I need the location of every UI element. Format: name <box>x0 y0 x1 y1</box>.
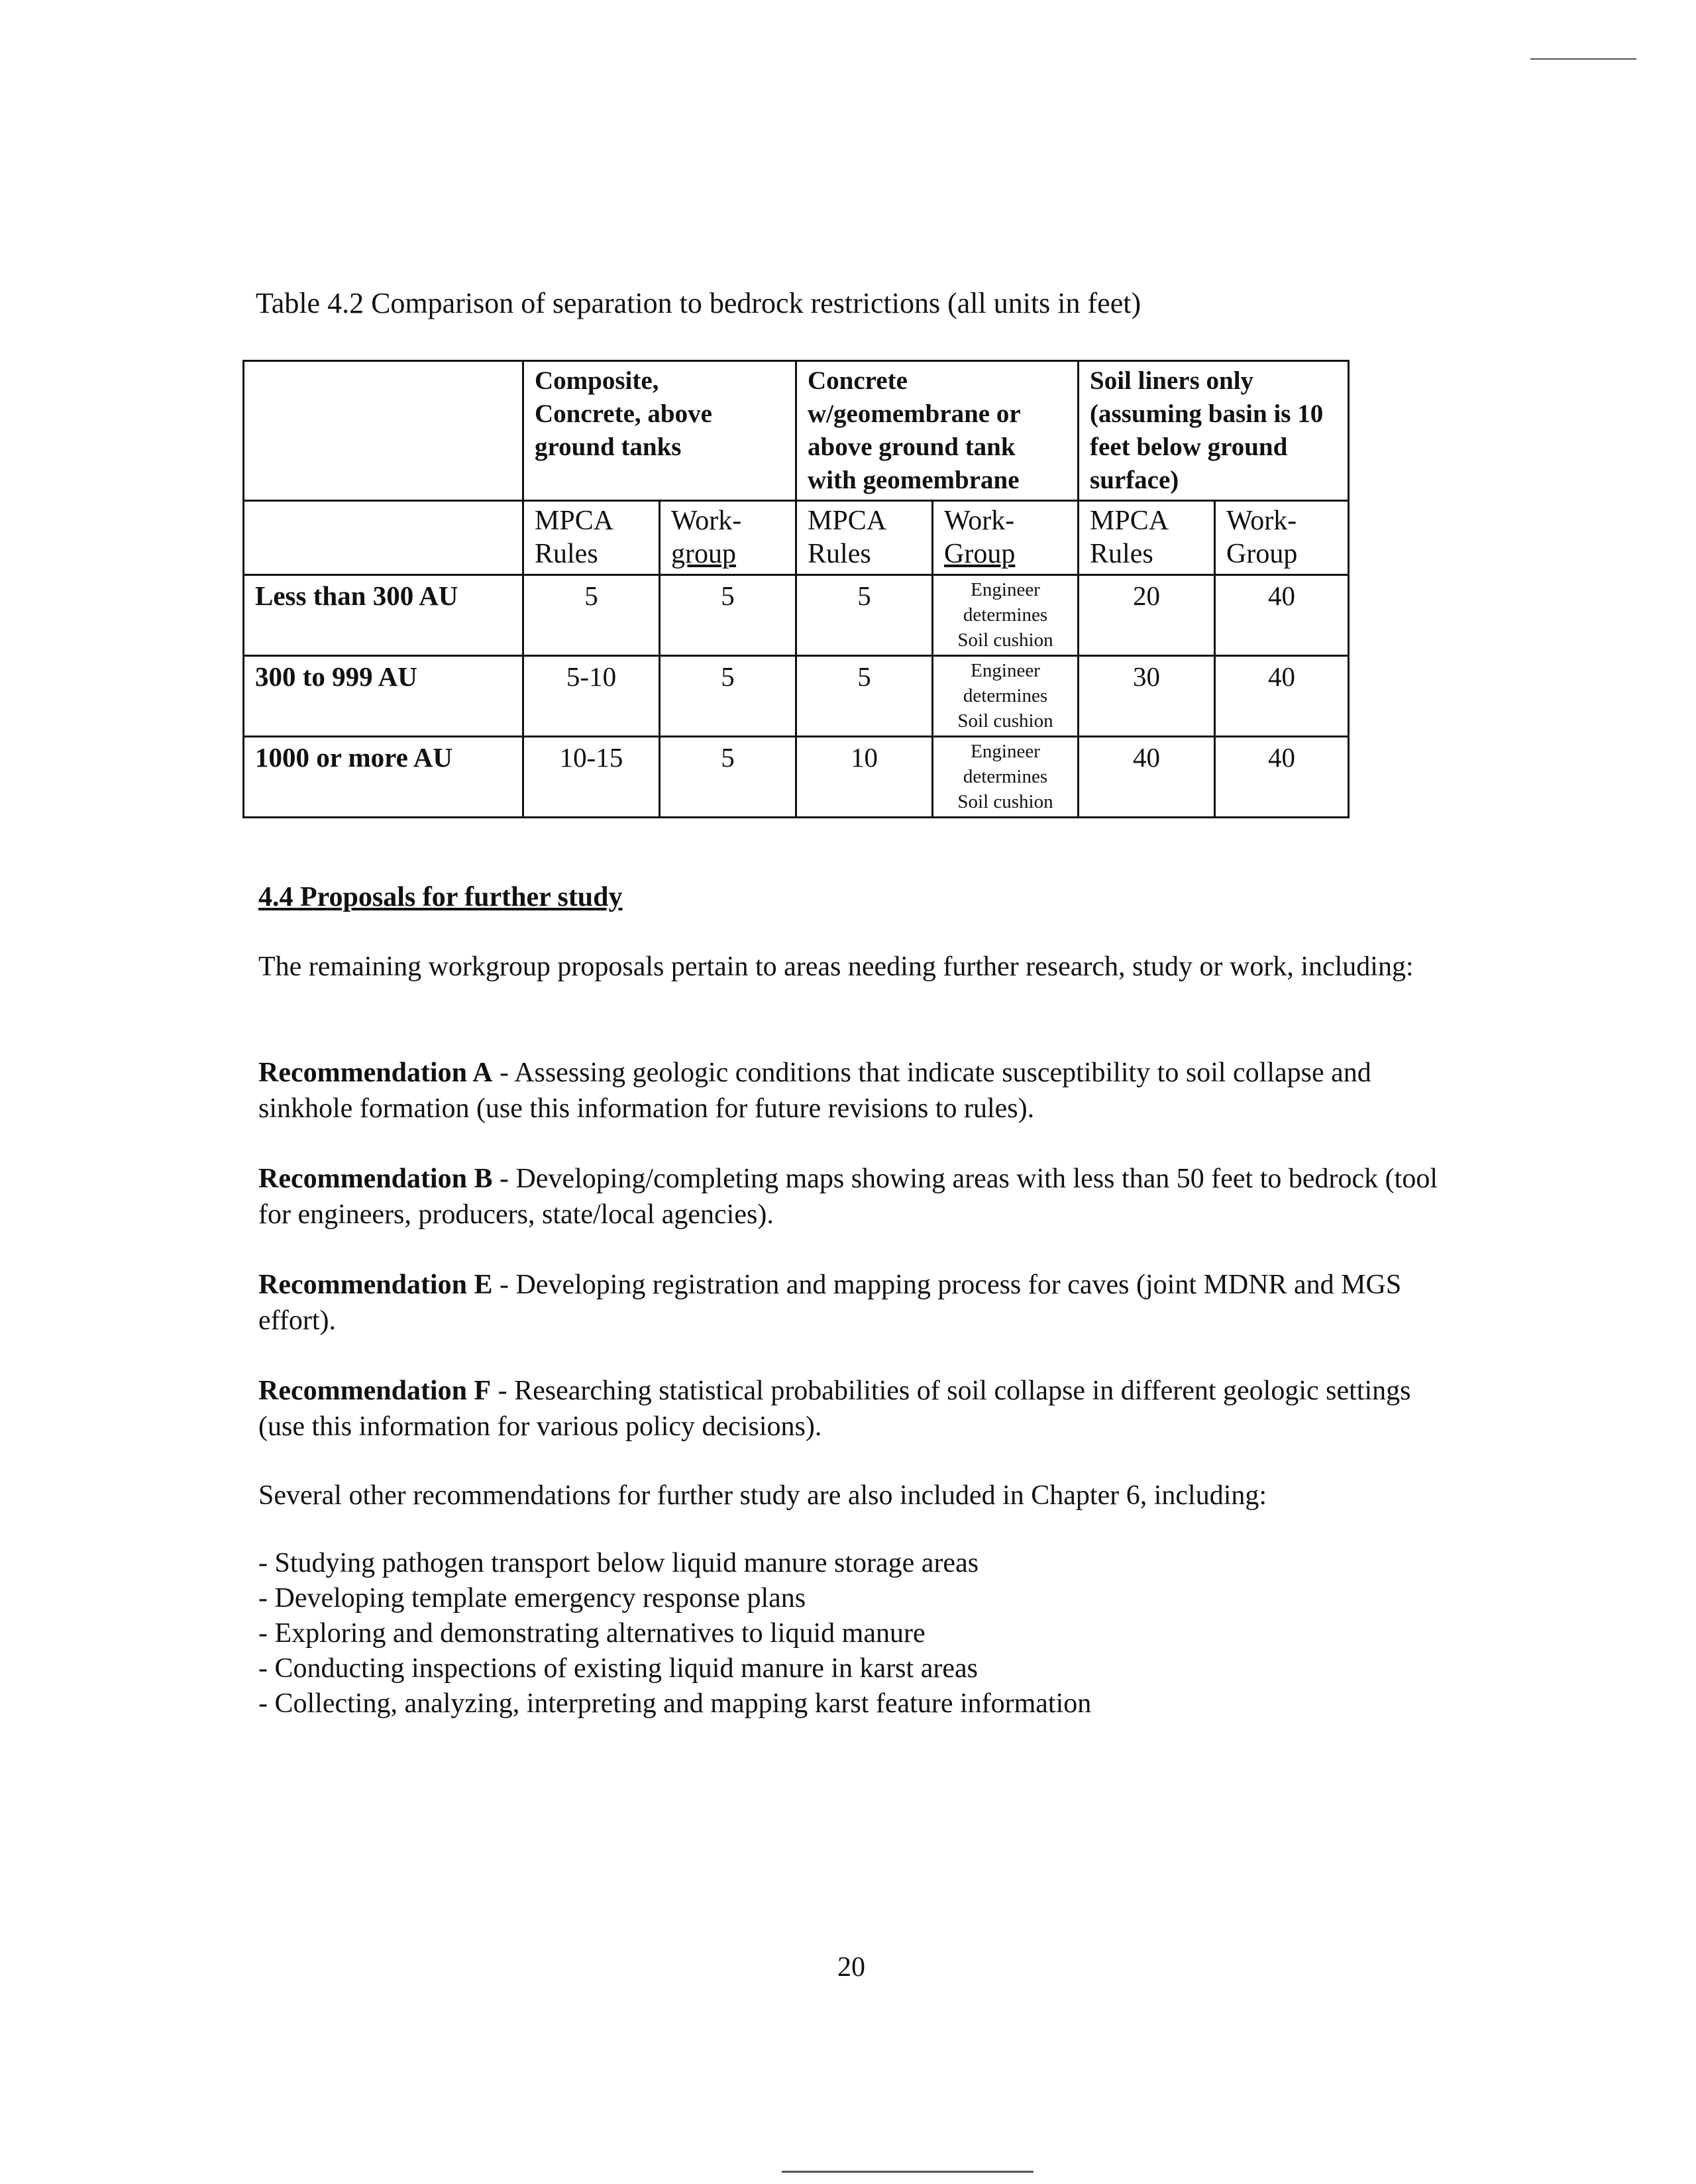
subheader-line: Rules <box>808 539 871 569</box>
list-item: - Developing template emergency response plans <box>258 1583 806 1613</box>
recommendation-label: Recommendation B <box>258 1164 493 1194</box>
cell-note-line: Engineer <box>971 660 1040 681</box>
cell-value: 5-10 <box>523 656 660 737</box>
table-caption: Table 4.2 Comparison of separation to bedrock restrictions (all units in feet) <box>256 287 1141 319</box>
recommendation-text: - Researching statistical probabilities of soil collapse in different geologic settings (use this information for various policy decisions). <box>258 1376 1411 1442</box>
recommendation-label: Recommendation F <box>258 1376 492 1406</box>
group-header-line: with geomembrane <box>808 466 1020 494</box>
subheader-workgroup <box>1215 501 1349 575</box>
subheader-line: Work- <box>671 506 742 536</box>
cell-value: 5 <box>796 656 933 737</box>
group-header-soil-liners <box>1079 361 1349 501</box>
subheader-line: Work- <box>1226 506 1297 536</box>
cell-value: 40 <box>1215 575 1349 656</box>
group-header-line: Composite, <box>535 366 659 395</box>
subheader-line: Work- <box>944 506 1015 536</box>
cell-note-line: Engineer <box>971 741 1040 762</box>
cell-value: 5 <box>660 737 796 818</box>
table-subheader-row <box>244 501 1349 575</box>
cell-engineer-note <box>933 575 1079 656</box>
cell-value: 40 <box>1215 737 1349 818</box>
table-group-header-row <box>244 361 1349 501</box>
cell-value: 20 <box>1079 575 1215 656</box>
scan-mark-bottom <box>782 2171 1034 2173</box>
list-item: - Exploring and demonstrating alternatives to liquid manure <box>258 1618 926 1649</box>
group-header-line: Soil liners only <box>1090 366 1254 395</box>
subheader-line: group <box>671 539 736 569</box>
recommendation-b <box>258 1161 1438 1232</box>
group-header-line: w/geomembrane or <box>808 400 1021 428</box>
cell-note-line: Soil cushion <box>957 710 1053 732</box>
subheader-mpca-rules <box>796 501 933 575</box>
group-header-line: Concrete <box>808 366 908 395</box>
subheader-line: MPCA <box>1090 506 1169 536</box>
cell-value: 10 <box>796 737 933 818</box>
list-item: - Conducting inspections of existing liquid manure in karst areas <box>258 1653 978 1684</box>
list-item: - Studying pathogen transport below liquid manure storage areas <box>258 1548 979 1578</box>
group-header-line: Concrete, above <box>535 400 712 428</box>
subheader-line: Group <box>1226 539 1298 569</box>
recommendation-text: - Developing registration and mapping process for caves (joint MDNR and MGS effort). <box>258 1270 1402 1336</box>
recommendation-text: - Assessing geologic conditions that indicate susceptibility to soil collapse and sinkhole formation (use this information for future revisions to rules). <box>258 1058 1371 1124</box>
recommendation-a <box>258 1055 1438 1126</box>
cell-note-line: determines <box>963 766 1048 787</box>
group-header-line: above ground tank <box>808 433 1016 461</box>
cell-note-line: determines <box>963 604 1048 626</box>
row-label: Less than 300 AU <box>244 575 523 656</box>
cell-value: 40 <box>1215 656 1349 737</box>
cell-note-line: determines <box>963 685 1048 706</box>
cell-note-line: Soil cushion <box>957 629 1053 651</box>
group-header-line: surface) <box>1090 466 1179 494</box>
group-header-line: ground tanks <box>535 433 682 461</box>
row-label: 1000 or more AU <box>244 737 523 818</box>
cell-value: 5 <box>796 575 933 656</box>
subheader-line: Group <box>944 539 1016 569</box>
cell-value: 40 <box>1079 737 1215 818</box>
recommendation-label: Recommendation A <box>258 1058 493 1088</box>
subheader-line: MPCA <box>535 506 614 536</box>
table-row <box>244 575 1349 656</box>
table-row <box>244 737 1349 818</box>
subheader-mpca-rules <box>1079 501 1215 575</box>
group-header-concrete-geomembrane <box>796 361 1079 501</box>
cell-value: 5 <box>660 575 796 656</box>
cell-engineer-note <box>933 656 1079 737</box>
recommendation-e <box>258 1267 1438 1338</box>
subheader-line: MPCA <box>808 506 887 536</box>
subheader-line: Rules <box>1090 539 1153 569</box>
group-header-line: feet below ground <box>1090 433 1288 461</box>
recommendation-f <box>258 1373 1438 1445</box>
table-subheader-blank <box>244 501 523 575</box>
cell-note-line: Engineer <box>971 579 1040 600</box>
scan-mark-top-right <box>1530 58 1636 60</box>
further-study-list <box>258 1546 1091 1721</box>
list-item: - Collecting, analyzing, interpreting and mapping karst feature information <box>258 1688 1092 1719</box>
cell-value: 5 <box>523 575 660 656</box>
cell-note-line: Soil cushion <box>957 791 1053 812</box>
subheader-workgroup <box>660 501 796 575</box>
group-header-composite <box>523 361 796 501</box>
other-recommendations-intro: Several other recommendations for further study are also included in Chapter 6, including: <box>258 1480 1267 1511</box>
cell-engineer-note <box>933 737 1079 818</box>
table-corner-cell <box>244 361 523 501</box>
intro-paragraph: The remaining workgroup proposals pertain to areas needing further research, study or work, including: <box>258 952 1414 982</box>
table-row <box>244 656 1349 737</box>
separation-table <box>242 360 1350 818</box>
subheader-line: Rules <box>535 539 598 569</box>
subheader-workgroup <box>933 501 1079 575</box>
recommendation-text: - Developing/completing maps showing areas with less than 50 feet to bedrock (tool for engineers, producers, state/local agencies). <box>258 1164 1438 1230</box>
cell-value: 10-15 <box>523 737 660 818</box>
recommendation-label: Recommendation E <box>258 1270 493 1300</box>
cell-value: 30 <box>1079 656 1215 737</box>
page-number: 20 <box>837 1952 865 1983</box>
group-header-line: (assuming basin is 10 <box>1090 400 1324 428</box>
section-heading: 4.4 Proposals for further study <box>258 882 623 912</box>
cell-value: 5 <box>660 656 796 737</box>
subheader-mpca-rules <box>523 501 660 575</box>
row-label: 300 to 999 AU <box>244 656 523 737</box>
